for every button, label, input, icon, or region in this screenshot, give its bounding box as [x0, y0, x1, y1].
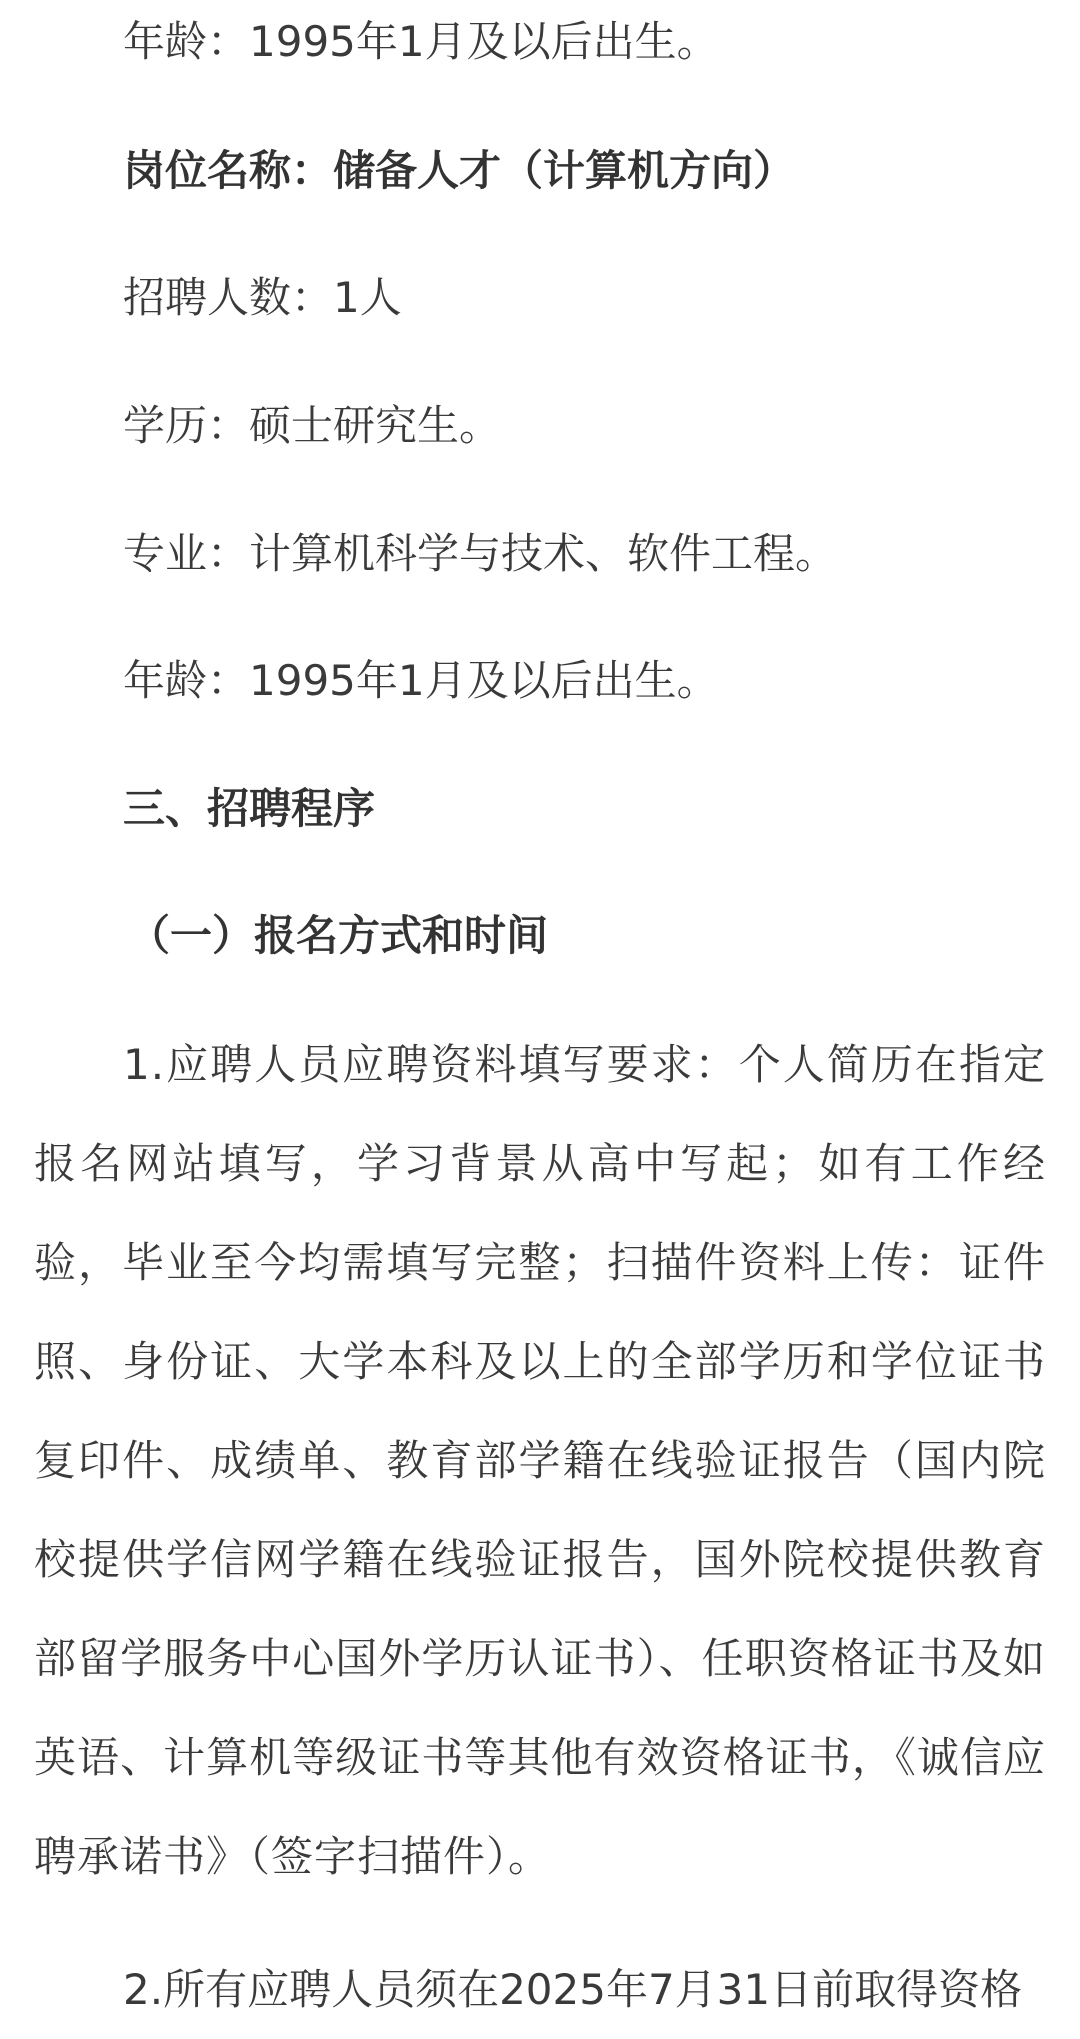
age-requirement-line: 年龄：1995年1月及以后出生。 — [123, 17, 719, 66]
application-requirements-paragraph: 1.应聘人员应聘资料填写要求：个人简历在指定报名网站填写，学习背景从高中写起；如有工作经验，毕业至今均需填写完整；扫描件资料上传：证件照、身份证、大学本科及以上的全部学历和学位证书复印件、成绩单、教育部学籍在线验证报告（国内院校提供学信网学籍在线验证报告，国外院校提供教育部留学服务中心国外学历认证书）、任职资格证书及如英语、计算机等级证书等其他有效资格证书，《诚信应聘承诺书》（签字扫描件）。 — [34, 1040, 1046, 1881]
subsection-heading: （一）报名方式和时间 — [128, 911, 549, 960]
education-line: 学历：硕士研究生。 — [123, 401, 502, 450]
major-line: 专业：计算机科学与技术、软件工程。 — [123, 529, 838, 578]
age-requirement-line-2: 年龄：1995年1月及以后出生。 — [123, 656, 719, 705]
position-title-line: 岗位名称：储备人才（计算机方向） — [123, 146, 796, 195]
qualification-deadline-paragraph: 2.所有应聘人员须在2025年7月31日前取得资格 — [123, 1965, 1023, 2014]
section-heading: 三、招聘程序 — [123, 784, 376, 833]
headcount-line: 招聘人数：1人 — [123, 273, 402, 322]
